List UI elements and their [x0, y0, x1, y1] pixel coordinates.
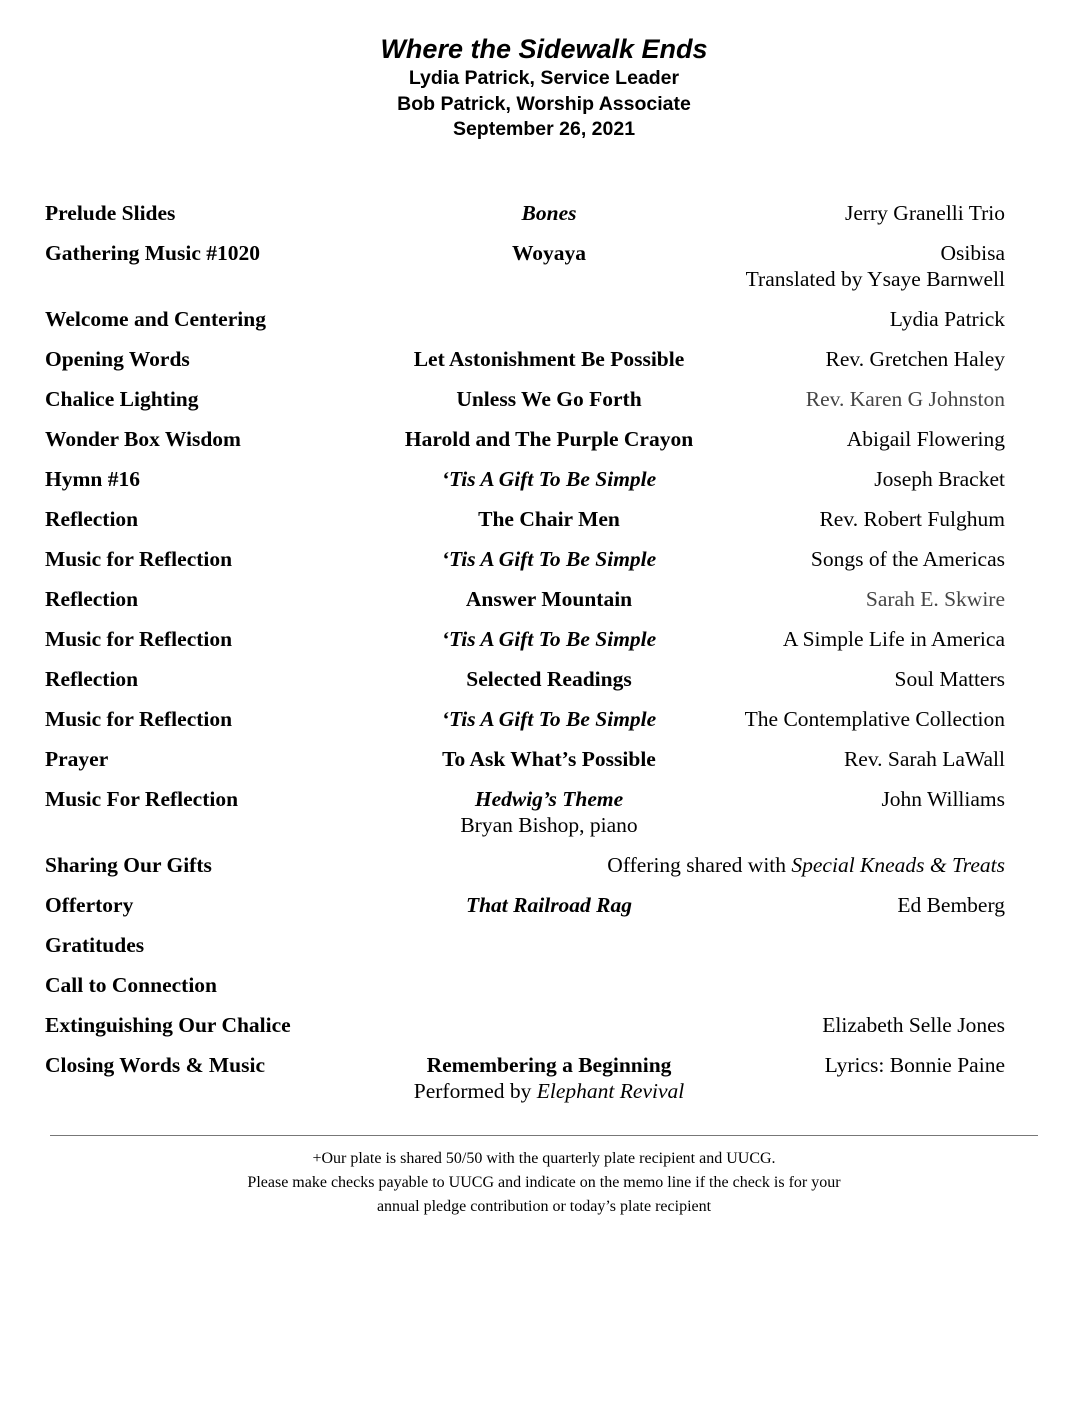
program-title-text: Unless We Go Forth: [456, 387, 642, 411]
program-row: [45, 892, 1005, 932]
program-row: [45, 786, 1005, 852]
program-title: [375, 1052, 723, 1104]
program-credit: [723, 546, 1005, 572]
program-title-text: Let Astonishment Be Possible: [413, 347, 685, 371]
program-title: [375, 240, 723, 266]
program-credit-text: Rev. Gretchen Haley: [825, 347, 1005, 371]
program-part: Reflection: [45, 667, 139, 691]
program-credit: [723, 786, 1005, 812]
program-row: [45, 1012, 1005, 1052]
program-row: [45, 386, 1005, 426]
program-part: Music for Reflection: [45, 707, 233, 731]
program-title: [375, 746, 723, 772]
footnote-line: Please make checks payable to UUCG and indicate on the memo line if the check is for your: [247, 1174, 841, 1191]
program-credit-text: The Contemplative Collection: [744, 707, 1005, 731]
footnote: [0, 1147, 1088, 1219]
program-credit-italic: Special Kneads & Treats: [791, 853, 1005, 877]
program-row: [45, 306, 1005, 346]
program-credit-text: John Williams: [881, 787, 1005, 811]
program-part: Wonder Box Wisdom: [45, 427, 241, 451]
program-title: [375, 386, 723, 412]
program-part: Sharing Our Gifts: [45, 853, 212, 877]
program-part: Prayer: [45, 747, 109, 771]
program-title: [375, 786, 723, 838]
program-title-text: ‘Tis A Gift To Be Simple: [441, 547, 657, 571]
program-credit-text: Lydia Patrick: [889, 307, 1005, 331]
program-title-text: Harold and The Purple Crayon: [404, 427, 694, 451]
program-title-text: ‘Tis A Gift To Be Simple: [441, 707, 657, 731]
program-credit-text: Elizabeth Selle Jones: [822, 1013, 1005, 1037]
program-credit-text: Soul Matters: [894, 667, 1005, 691]
program-row: [45, 426, 1005, 466]
program-title-text: The Chair Men: [478, 507, 620, 531]
program-credit: [723, 466, 1005, 492]
program-credit: [723, 706, 1005, 732]
program-title: [375, 466, 723, 492]
program-title-text: Selected Readings: [466, 667, 632, 691]
service-date: September 26, 2021: [452, 118, 636, 140]
program-title-text: To Ask What’s Possible: [442, 747, 656, 771]
program-row: [45, 240, 1005, 306]
program-part: Gathering Music #1020: [45, 241, 260, 265]
program-credit: [723, 386, 1005, 412]
program-credit-text: Rev. Karen G Johnston: [805, 387, 1005, 411]
program-row: [45, 1052, 1005, 1118]
program-credit-text: Jerry Granelli Trio: [844, 201, 1005, 225]
program-title: [375, 666, 723, 692]
program-title-text: Woyaya: [511, 241, 587, 265]
program-credit: [723, 240, 1005, 292]
program-credit-text: Sarah E. Skwire: [865, 587, 1005, 611]
worship-associate: Bob Patrick, Worship Associate: [397, 92, 691, 115]
program-title-subline-text: Performed by: [413, 1079, 537, 1103]
program-title-text: Bones: [521, 201, 577, 225]
program-title-text: Answer Mountain: [465, 587, 633, 611]
program-row: [45, 466, 1005, 506]
program-credit: [723, 346, 1005, 372]
program-credit-text: Abigail Flowering: [846, 427, 1005, 451]
program-credit: [723, 892, 1005, 918]
program-credit: [723, 1012, 1005, 1038]
program-part: Opening Words: [45, 347, 190, 371]
service-title: Where the Sidewalk Ends: [380, 34, 708, 64]
program-credit: [723, 506, 1005, 532]
program-row: [45, 972, 1005, 1012]
program-credit-text: Offering shared with: [607, 853, 792, 877]
program-part: Music For Reflection: [45, 787, 239, 811]
program-credit: [375, 852, 1005, 878]
program-title-subline: [375, 1078, 723, 1104]
program-row: [45, 852, 1005, 892]
program-part: Music for Reflection: [45, 547, 233, 571]
program-part: Offertory: [45, 893, 134, 917]
program-credit-text: Lyrics: Bonnie Paine: [824, 1053, 1005, 1077]
program-part: Extinguishing Our Chalice: [45, 1013, 291, 1037]
program-part: Prelude Slides: [45, 201, 176, 225]
program-credit-text: Joseph Bracket: [874, 467, 1005, 491]
program-credit-subline: Translated by Ysaye Barnwell: [745, 267, 1005, 291]
program-credit: [723, 666, 1005, 692]
program-title: [375, 892, 723, 918]
program-list: [45, 200, 1005, 1118]
program-title: [375, 346, 723, 372]
program-part: Music for Reflection: [45, 627, 233, 651]
program-title: [375, 506, 723, 532]
program-credit-text: Rev. Robert Fulghum: [819, 507, 1005, 531]
program-row: [45, 706, 1005, 746]
program-credit: [723, 586, 1005, 612]
program-credit: [723, 746, 1005, 772]
program-row: [45, 346, 1005, 386]
order-of-service-header: [0, 32, 1088, 143]
program-title-subline-italic: Elephant Revival: [536, 1079, 685, 1103]
program-credit-text: Songs of the Americas: [810, 547, 1005, 571]
service-leader: Lydia Patrick, Service Leader: [408, 67, 680, 89]
program-title-text: Hedwig’s Theme: [474, 787, 624, 811]
program-row: [45, 586, 1005, 626]
program-title: [375, 546, 723, 572]
program-title-text: That Railroad Rag: [465, 893, 633, 917]
program-row: [45, 200, 1005, 240]
program-credit: [723, 1052, 1005, 1078]
program-credit: [723, 626, 1005, 652]
program-title: [375, 706, 723, 732]
program-part: Hymn #16: [45, 467, 140, 491]
program-credit: [723, 306, 1005, 332]
program-part: Closing Words & Music: [45, 1053, 266, 1077]
program-part: Reflection: [45, 507, 139, 531]
program-credit-text: Osibisa: [940, 241, 1005, 265]
program-part: Call to Connection: [45, 973, 217, 997]
program-part: Welcome and Centering: [45, 307, 266, 331]
program-credit-text: Rev. Sarah LaWall: [843, 747, 1005, 771]
program-credit: [723, 200, 1005, 226]
program-credit-text: A Simple Life in America: [782, 627, 1005, 651]
program-row: [45, 506, 1005, 546]
program-title: [375, 426, 723, 452]
program-title-subline-text: Bryan Bishop, piano: [460, 813, 638, 837]
program-part: Gratitudes: [45, 933, 145, 957]
program-title: [375, 626, 723, 652]
program-title-text: ‘Tis A Gift To Be Simple: [441, 627, 657, 651]
program-title: [375, 200, 723, 226]
program-title-subline: [375, 812, 723, 838]
program-row: [45, 932, 1005, 972]
program-title-text: ‘Tis A Gift To Be Simple: [441, 467, 657, 491]
program-credit-text: Ed Bemberg: [897, 893, 1005, 917]
program-part: Chalice Lighting: [45, 387, 199, 411]
footnote-line: +Our plate is shared 50/50 with the quarterly plate recipient and UUCG.: [312, 1150, 776, 1167]
program-credit: [723, 426, 1005, 452]
program-part: Reflection: [45, 587, 139, 611]
footnote-line: annual pledge contribution or today’s plate recipient: [376, 1198, 712, 1215]
program-title: [375, 586, 723, 612]
program-row: [45, 626, 1005, 666]
program-title-text: Remembering a Beginning: [426, 1053, 672, 1077]
divider-line: [50, 1135, 1038, 1136]
program-row: [45, 746, 1005, 786]
program-row: [45, 666, 1005, 706]
program-row: [45, 546, 1005, 586]
